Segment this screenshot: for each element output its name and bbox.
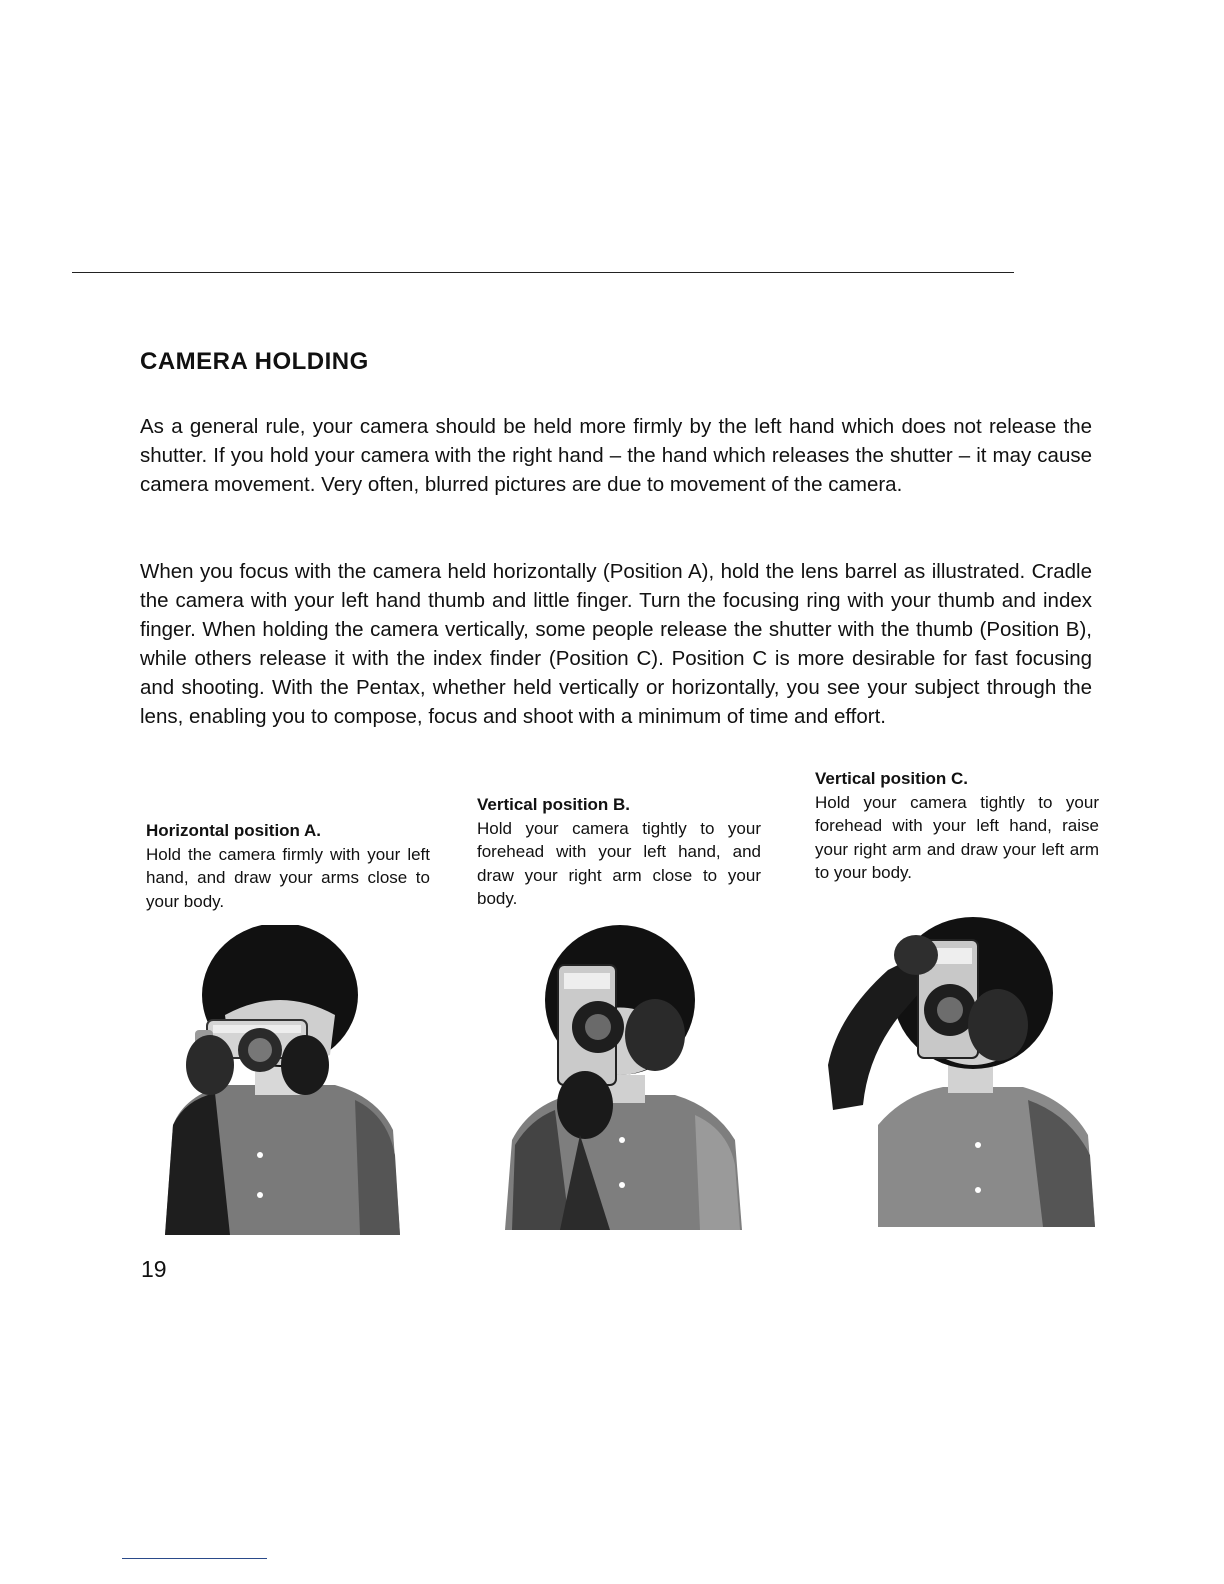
page-title: CAMERA HOLDING xyxy=(140,348,369,375)
paragraph-focus-positions: When you focus with the camera held horizontally (Position A), hold the lens barrel as illustrated. Cradle the camera with your left hand thumb and little finger. Turn the focusing ring with your thumb and index finger. When holding the camera vertically, some people release the shutter with the thumb (Position B), while others release it with the index finder (Position C). Position C is more desirable for fast focusing and shooting. With the Pentax, whether held vertically or horizontally, you see your subject through the lens, enabling you to compose, focus and shoot with a minimum of time and effort. xyxy=(140,560,1092,728)
caption-title: Vertical position C. xyxy=(815,769,969,788)
caption-title: Vertical position B. xyxy=(477,795,631,814)
caption-position-b xyxy=(477,793,761,911)
caption-text: Hold your camera tightly to your forehead with your left hand, and draw your right arm close to your body. xyxy=(477,818,761,908)
top-rule xyxy=(72,272,1014,273)
photo-vertical-position-c xyxy=(808,915,1098,1227)
page-number: 19 xyxy=(141,1256,167,1282)
caption-text: Hold your camera tightly to your forehead with your left hand, raise your right arm and draw your left arm to your body. xyxy=(815,792,1099,882)
photo-horizontal-position-a xyxy=(155,925,405,1235)
caption-text: Hold the camera firmly with your left hand, and draw your arms close to your body. xyxy=(146,844,430,911)
caption-position-c xyxy=(815,767,1099,885)
caption-position-a xyxy=(146,819,430,913)
paragraph-general-rule: As a general rule, your camera should be held more firmly by the left hand which does not release the shutter. If you hold your camera with the right hand – the hand which releases the shutter – it may cause camera movement. Very often, blurred pictures are due to movement of the camera. xyxy=(140,415,1092,496)
photo-vertical-position-b xyxy=(500,925,745,1230)
bottom-rule xyxy=(122,1558,267,1559)
caption-title: Horizontal position A. xyxy=(146,821,322,840)
